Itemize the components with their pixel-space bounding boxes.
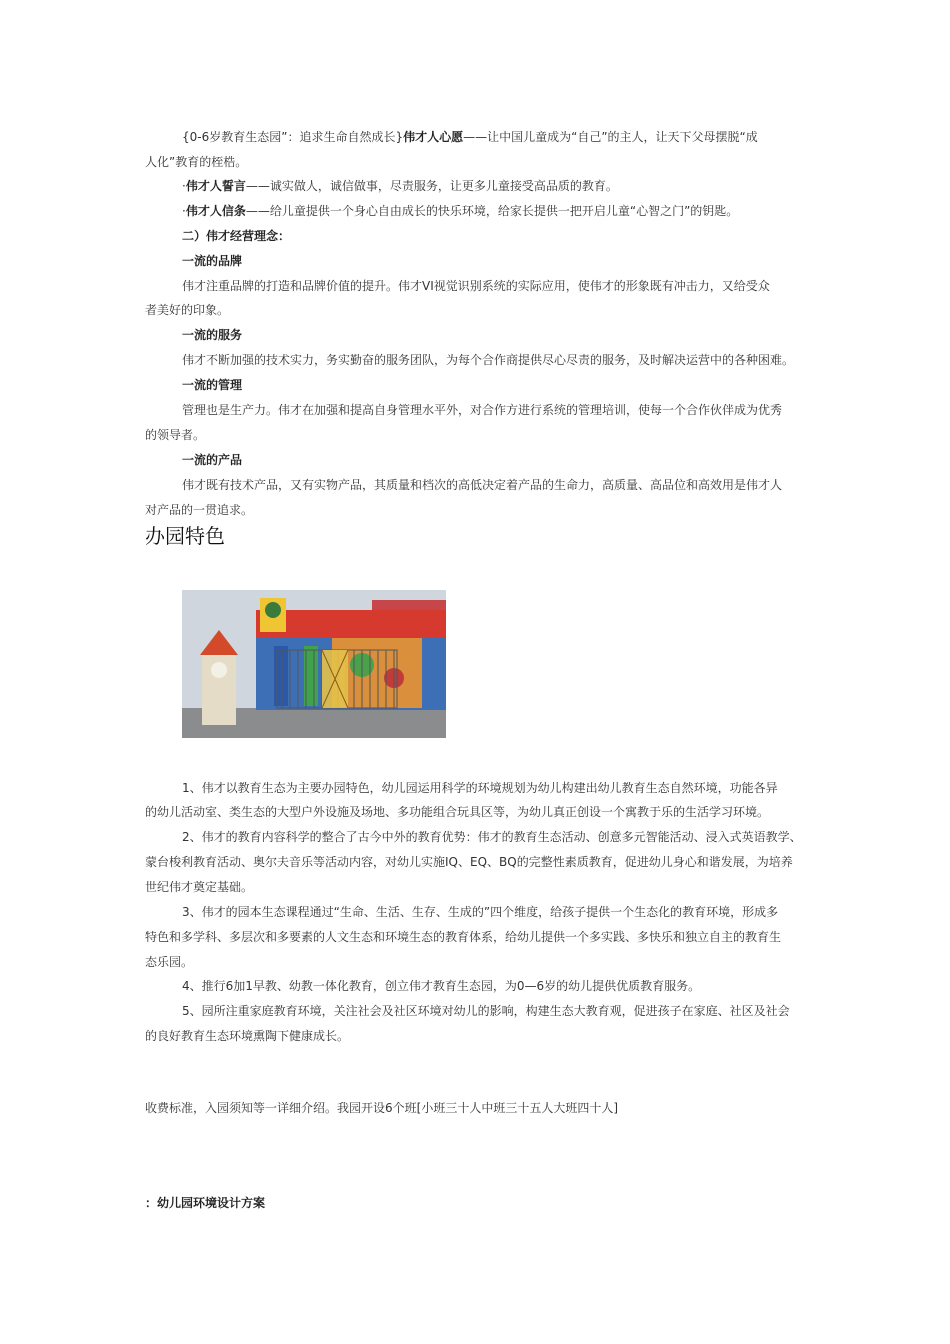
- product-text-2: 对产品的一贯追求。: [145, 503, 254, 517]
- brand-text-2: 者美好的印象。: [145, 303, 230, 317]
- feature-3-line-1: 3、伟才的园本生态课程通过“生命、生活、生存、生成的”四个维度，给孩子提供一个生态化的教育环境，形成多: [182, 905, 779, 919]
- feature-2-line-3: 世纪伟才奠定基础。: [145, 880, 254, 894]
- creed-text: ——给儿童提供一个身心自由成长的快乐环境，给家长提供一把开启儿童“心智之门”的钥匙。: [245, 204, 739, 218]
- eco-park-slogan: {0-6岁教育生态园”：追求生命自然成长}: [182, 130, 404, 144]
- brand-title: 一流的品牌: [182, 254, 243, 268]
- bullet-dot: ·: [182, 179, 186, 193]
- feature-3-line-2: 特色和多学科、多层次和多要素的人文生态和环境生态的教育体系，给幼儿提供一个多实践、多快乐和独立自主的教育生: [145, 930, 782, 944]
- product-title: 一流的产品: [182, 453, 243, 467]
- design-plan-title: ：幼儿园环境设计方案: [145, 1196, 266, 1210]
- intro-line-1: [182, 125, 815, 149]
- management-text-2: 的领导者。: [145, 428, 206, 442]
- wish-text: ——让中国儿童成为“自己”的主人，让天下父母摆脱“成: [463, 130, 758, 144]
- management-text-1: 管理也是生产力。伟才在加强和提高自身管理水平外，对合作方进行系统的管理培训，使每一个合作伙伴成为优秀: [182, 403, 783, 417]
- feature-3-line-3: 态乐园。: [145, 955, 194, 969]
- product-text-1: 伟才既有技术产品，又有实物产品，其质量和档次的高低决定着产品的生命力，高质量、高品位和高效用是伟才人: [182, 478, 783, 492]
- oath-text: ——诚实做人，诚信做事，尽责服务，让更多儿童接受高品质的教育。: [245, 179, 618, 193]
- feature-5-line-2: 的良好教育生态环境熏陶下健康成长。: [145, 1029, 350, 1043]
- kindergarten-gate-photo: [182, 590, 446, 738]
- intro-line-3: [182, 174, 815, 198]
- service-text-1: 伟才不断加强的技术实力，务实勤奋的服务团队，为每个合作商提供尽心尽责的服务，及时解决运营中的各种困难。: [182, 353, 795, 367]
- features-heading: 办园特色: [145, 524, 225, 548]
- fees-note: 收费标准，入园须知等一详细介绍。我园开设6个班[小班三十人中班三十五人大班四十人]: [145, 1101, 619, 1115]
- feature-4-line-1: 4、推行6加1早教、幼教一体化教育，创立伟才教育生态园，为0—6岁的幼儿提供优质教育服务。: [182, 979, 701, 993]
- feature-1-line-2: 的幼儿活动室、类生态的大型户外设施及场地、多功能组合玩具区等，为幼儿真正创设一个寓教于乐的生活学习环境。: [145, 805, 770, 819]
- brand-text-1: 伟才注重品牌的打造和品牌价值的提升。伟才VI视觉识别系统的实际应用，使伟才的形象既有冲击力，又给受众: [182, 279, 770, 293]
- feature-5-line-1: 5、园所注重家庭教育环境，关注社会及社区环境对幼儿的影响，构建生态大教育观，促进孩子在家庭、社区及社会: [182, 1004, 790, 1018]
- philosophy-heading: 二）伟才经营理念：: [182, 229, 291, 243]
- feature-2-line-2: 蒙台梭利教育活动、奥尔夫音乐等活动内容，对幼儿实施IQ、EQ、BQ的完整性素质教育，促进幼儿身心和谐发展，为培养: [145, 855, 793, 869]
- creed-label: 伟才人信条: [185, 204, 246, 218]
- wish-label: 伟才人心愿: [403, 130, 464, 144]
- intro-line-4: [182, 199, 815, 223]
- management-title: 一流的管理: [182, 378, 243, 392]
- feature-1-line-1: 1、伟才以教育生态为主要办园特色，幼儿园运用科学的环境规划为幼儿构建出幼儿教育生态自然环境，功能各异: [182, 781, 778, 795]
- oath-label: 伟才人誓言: [185, 179, 246, 193]
- bullet-dot: ·: [182, 204, 186, 218]
- feature-2-line-1: 2、伟才的教育内容科学的整合了古今中外的教育优势：伟才的教育生态活动、创意多元智能活动、浸入式英语教学、: [182, 830, 802, 844]
- intro-line-2: 人化”教育的桎梏。: [145, 155, 248, 169]
- service-title: 一流的服务: [182, 328, 243, 342]
